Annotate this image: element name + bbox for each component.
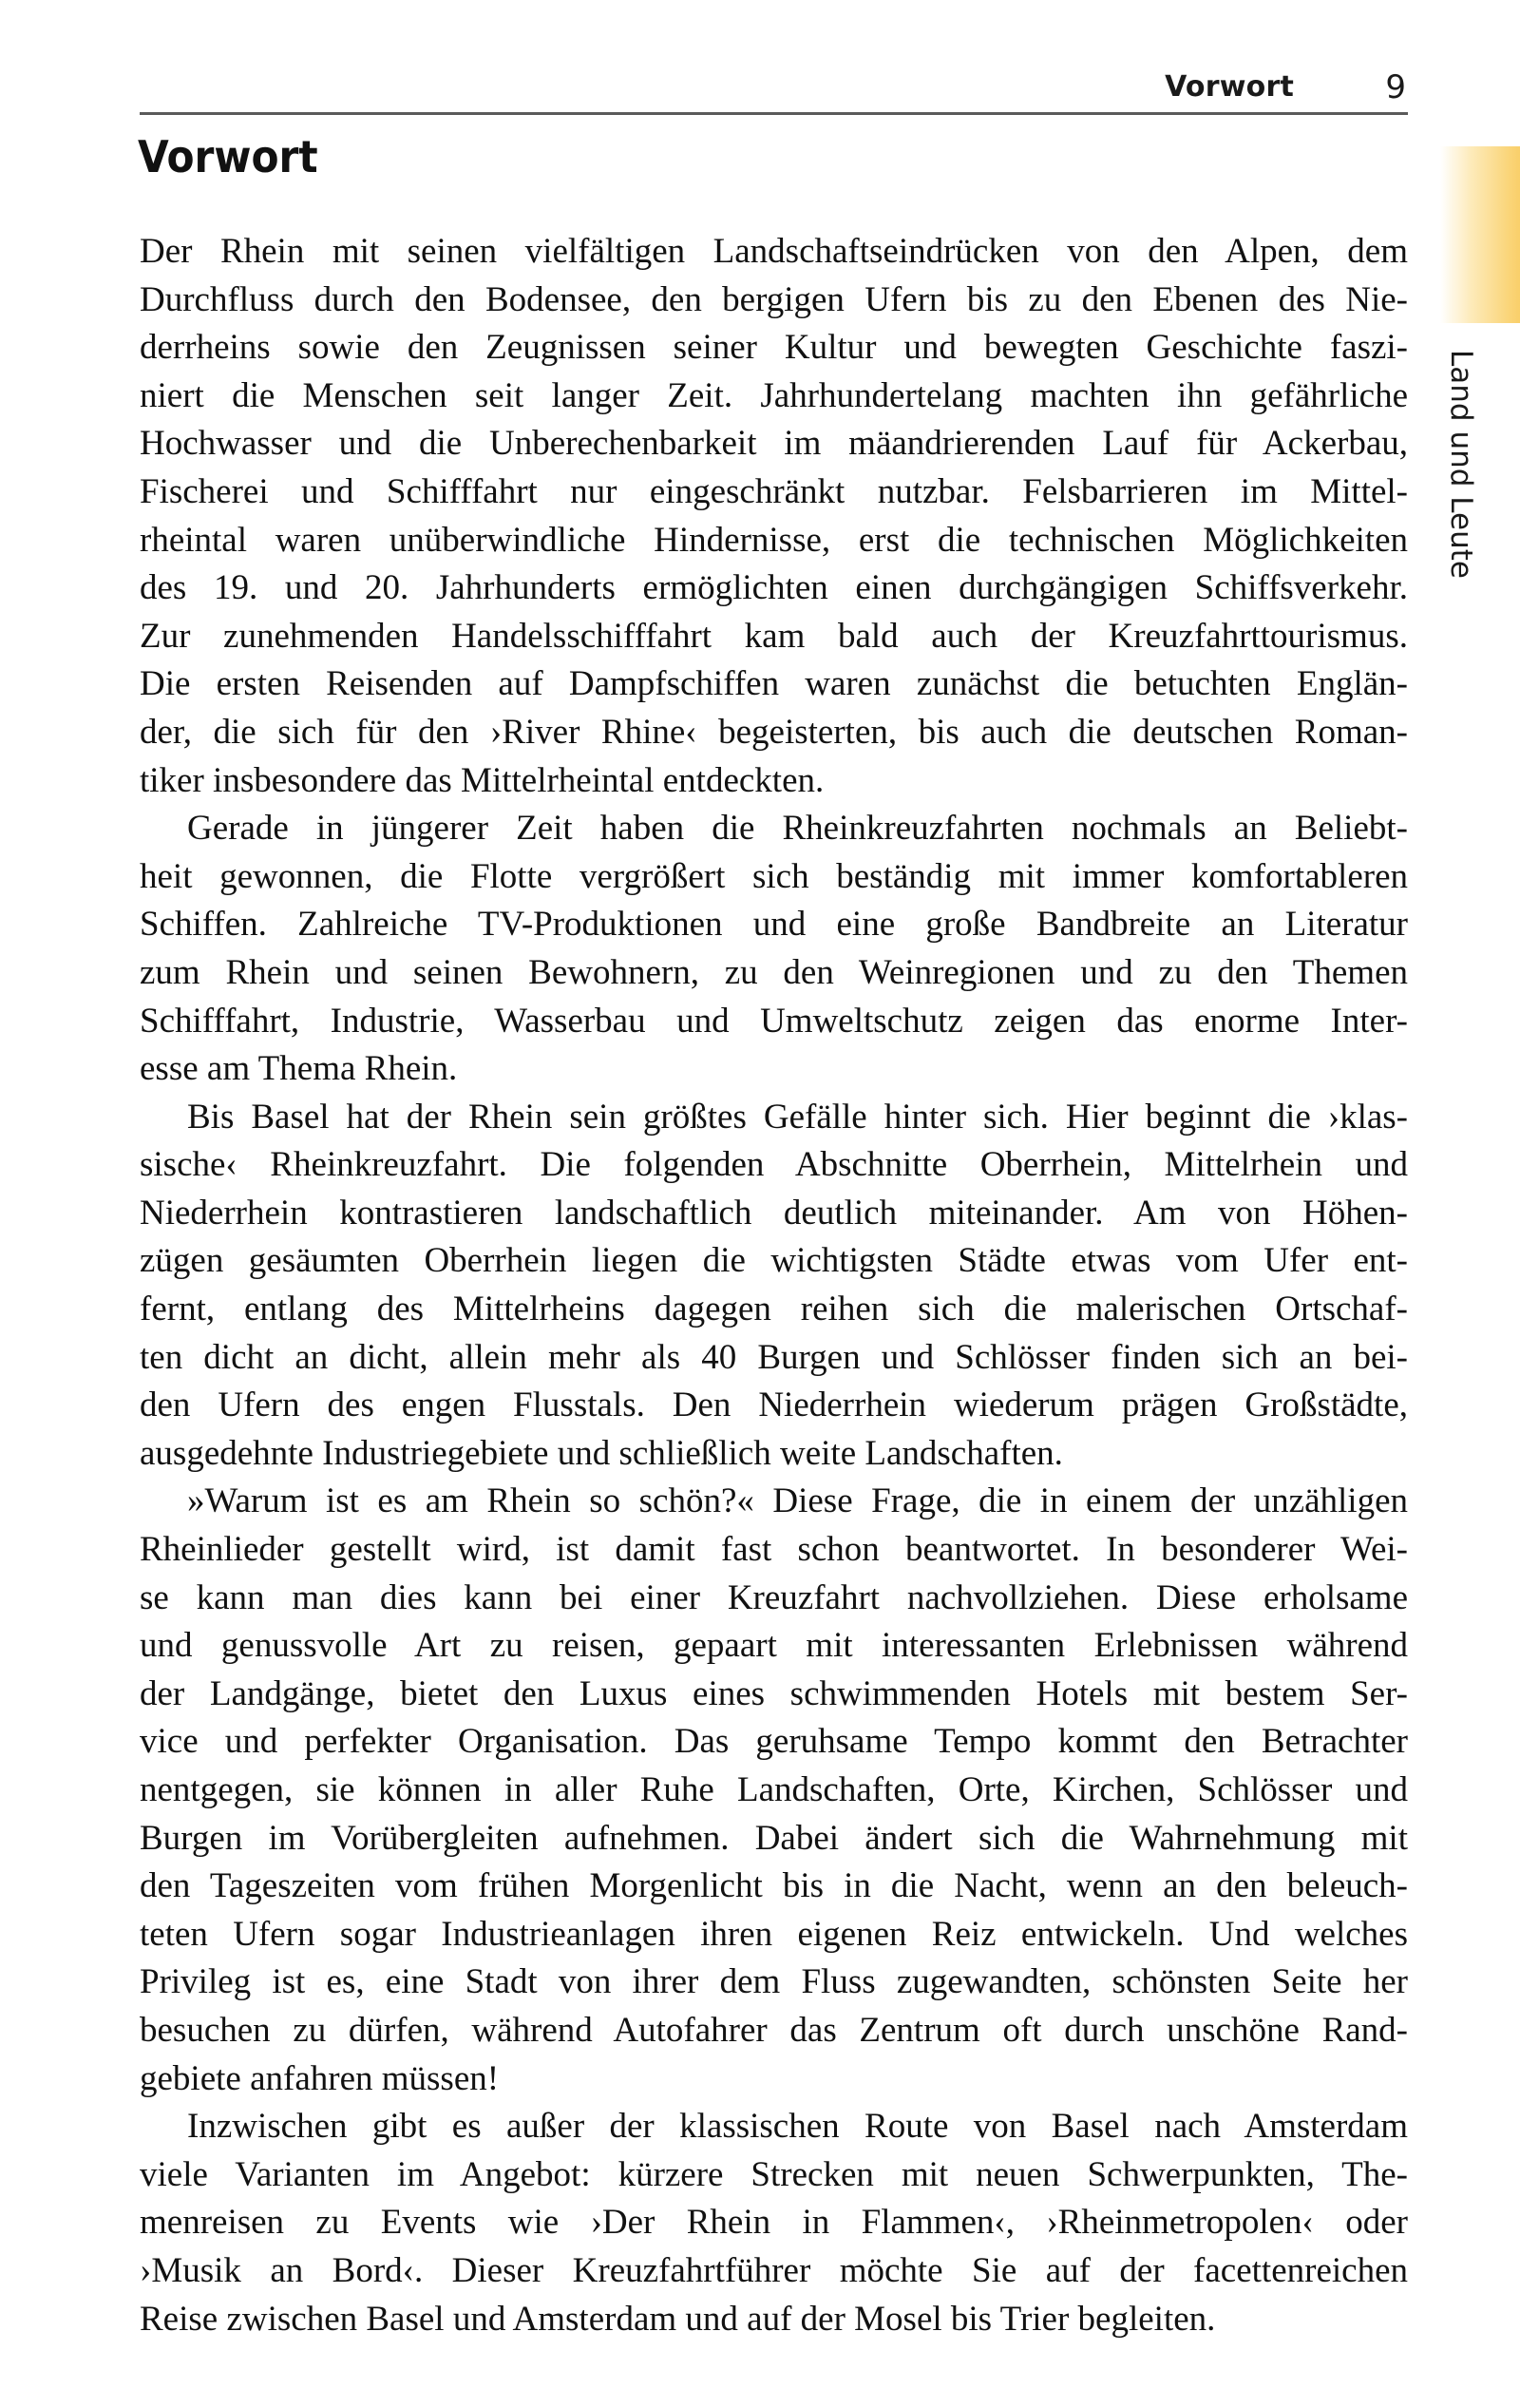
text-line: den Tageszeiten vom frühen Morgenlicht bis in die Nacht, wenn an den beleuch-: [140, 1866, 1408, 1906]
text-line: des 19. und 20. Jahrhunderts ermöglichten einen durchgängigen Schiffsverkehr.: [140, 568, 1408, 608]
text-line: teten Ufern sogar Industrieanlagen ihren eigenen Reiz entwickeln. Und welches: [140, 1914, 1408, 1954]
text-line: viele Varianten im Angebot: kürzere Strecken mit neuen Schwerpunkten, The-: [140, 2154, 1408, 2194]
text-line: Durchfluss durch den Bodensee, den bergigen Ufern bis zu den Ebenen des Nie-: [140, 279, 1408, 319]
chapter-thumb-label: Land und Leute: [1444, 350, 1478, 579]
paragraph: [140, 228, 1408, 805]
text-line: Niederrhein kontrastieren landschaftlich deutlich miteinander. Am von Höhen-: [140, 1193, 1408, 1233]
text-line: ›Musik an Bord‹. Dieser Kreuzfahrtführer möchte Sie auf der facettenreichen: [140, 2250, 1408, 2290]
text-line: Die ersten Reisenden auf Dampfschiffen waren zunächst die betuchten Englän-: [140, 664, 1408, 704]
text-line: nentgegen, sie können in aller Ruhe Landschaften, Orte, Kirchen, Schlösser und: [140, 1770, 1408, 1809]
running-head: [140, 63, 1408, 112]
text-line: Rheinlieder gestellt wird, ist damit fast schon beantwortet. In besonderer Wei-: [140, 1530, 1408, 1570]
paragraph: [140, 2103, 1408, 2343]
text-line: esse am Thema Rhein.: [140, 1049, 458, 1089]
text-line: Hochwasser und die Unberechenbarkeit im mäandrierenden Lauf für Ackerbau,: [140, 424, 1408, 464]
paragraph: [140, 1478, 1408, 2103]
text-line: tiker insbesondere das Mittelrheintal entdeckten.: [140, 760, 825, 800]
text-line: rheintal waren unüberwindliche Hindernisse, erst die technischen Möglichkeiten: [140, 520, 1408, 560]
text-line: Inzwischen gibt es außer der klassischen Route von Basel nach Amsterdam: [187, 2107, 1408, 2147]
body-text: [140, 228, 1408, 2343]
text-line: Bis Basel hat der Rhein sein größtes Gefälle hinter sich. Hier beginnt die ›klas-: [187, 1097, 1408, 1137]
text-line: »Warum ist es am Rhein so schön?« Diese Frage, die in einem der unzähligen: [187, 1481, 1408, 1521]
text-line: Schiffen. Zahlreiche TV-Produktionen und eine große Bandbreite an Literatur: [140, 905, 1408, 945]
text-line: Reise zwischen Basel und Amsterdam und auf der Mosel bis Trier begleiten.: [140, 2299, 1216, 2339]
text-line: Zur zunehmenden Handelsschifffahrt kam bald auch der Kreuzfahrttourismus.: [140, 616, 1408, 656]
text-line: gebiete anfahren müssen!: [140, 2058, 500, 2098]
text-line: derrheins sowie den Zeugnissen seiner Kultur und bewegten Geschichte faszi-: [140, 328, 1408, 368]
text-line: menreisen zu Events wie ›Der Rhein in Flammen‹, ›Rheinmetropolen‹ oder: [140, 2203, 1408, 2243]
running-head-section: Vorwort: [1165, 70, 1294, 104]
text-line: Burgen im Vorübergleiten aufnehmen. Dabei ändert sich die Wahrnehmung mit: [140, 1818, 1408, 1858]
text-line: ten dicht an dicht, allein mehr als 40 Burgen und Schlösser finden sich an bei-: [140, 1337, 1408, 1377]
text-line: heit gewonnen, die Flotte vergrößert sich beständig mit immer komfortableren: [140, 856, 1408, 896]
text-line: zum Rhein und seinen Bewohnern, zu den Weinregionen und zu den Themen: [140, 952, 1408, 992]
text-line: den Ufern des engen Flusstals. Den Niederrhein wiederum prägen Großstädte,: [140, 1386, 1408, 1425]
chapter-thumb-tab: [1440, 146, 1520, 323]
chapter-title: Vorwort: [138, 131, 318, 182]
text-line: Privileg ist es, eine Stadt von ihrer dem Fluss zugewandten, schönsten Seite her: [140, 1962, 1408, 2002]
text-line: niert die Menschen seit langer Zeit. Jahrhundertelang machten ihn gefährliche: [140, 375, 1408, 415]
text-line: ausgedehnte Industriegebiete und schließlich weite Landschaften.: [140, 1433, 1063, 1473]
text-line: Schifffahrt, Industrie, Wasserbau und Umweltschutz zeigen das enorme Inter-: [140, 1001, 1408, 1041]
text-line: und genussvolle Art zu reisen, gepaart mit interessanten Erlebnissen während: [140, 1626, 1408, 1666]
page-number: 9: [1385, 68, 1406, 106]
text-line: se kann man dies kann bei einer Kreuzfahrt nachvollziehen. Diese erholsame: [140, 1577, 1408, 1617]
text-line: sische‹ Rheinkreuzfahrt. Die folgenden Abschnitte Oberrhein, Mittelrhein und: [140, 1145, 1408, 1185]
text-line: fernt, entlang des Mittelrheins dagegen reihen sich die malerischen Ortschaf-: [140, 1290, 1408, 1329]
text-line: Der Rhein mit seinen vielfältigen Landschaftseindrücken von den Alpen, dem: [140, 232, 1408, 271]
text-line: Gerade in jüngerer Zeit haben die Rheinkreuzfahrten nochmals an Beliebt-: [187, 809, 1408, 849]
text-line: besuchen zu dürfen, während Autofahrer das Zentrum oft durch unschöne Rand-: [140, 2010, 1408, 2050]
text-line: zügen gesäumten Oberrhein liegen die wichtigsten Städte etwas vom Ufer ent-: [140, 1241, 1408, 1281]
text-line: der, die sich für den ›River Rhine‹ begeisterten, bis auch die deutschen Roman-: [140, 712, 1408, 752]
paragraph: [140, 805, 1408, 1094]
text-line: der Landgänge, bietet den Luxus eines schwimmenden Hotels mit bestem Ser-: [140, 1673, 1408, 1713]
text-line: Fischerei und Schifffahrt nur eingeschränkt nutzbar. Felsbarrieren im Mittel-: [140, 471, 1408, 511]
paragraph: [140, 1094, 1408, 1479]
header-rule: [140, 112, 1408, 115]
text-line: vice und perfekter Organisation. Das geruhsame Tempo kommt den Betrachter: [140, 1722, 1408, 1762]
